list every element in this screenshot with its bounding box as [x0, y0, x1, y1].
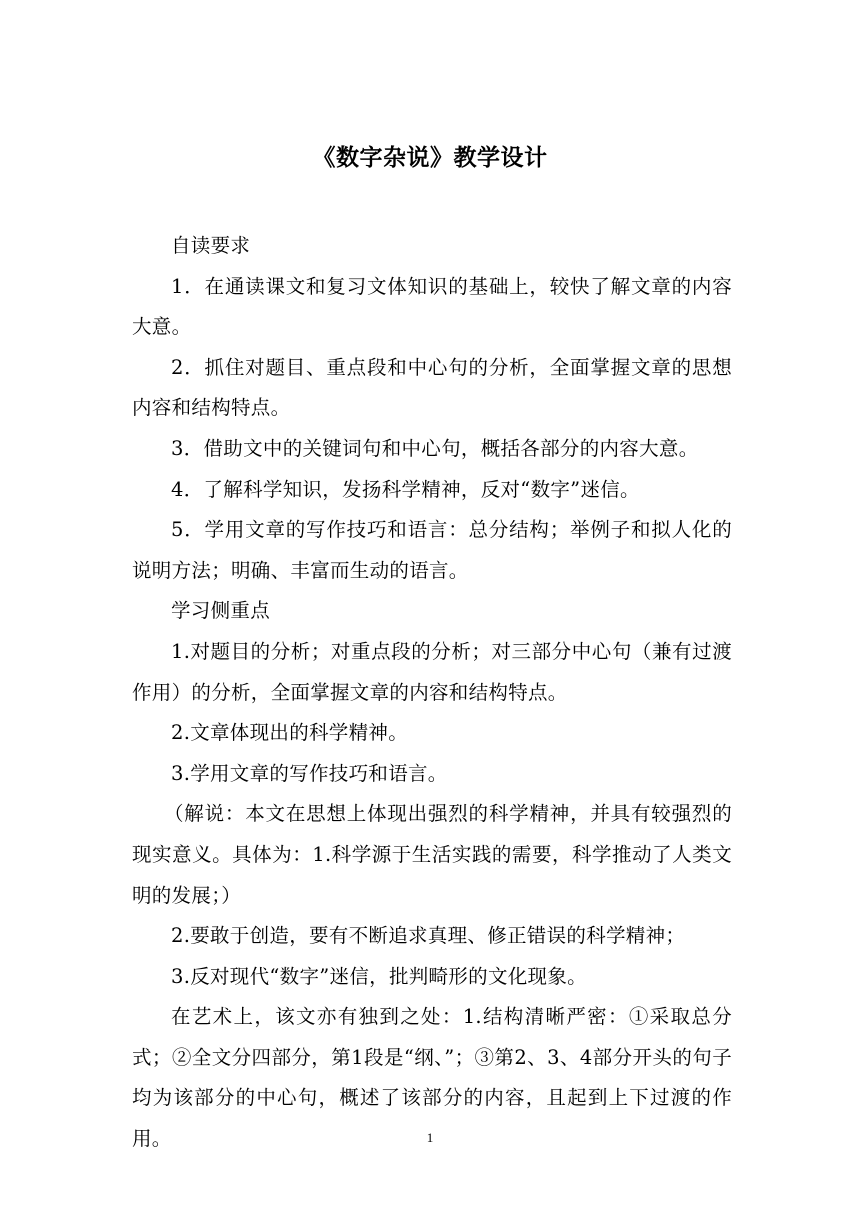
explanation-item-3: 3.反对现代“数字”迷信，批判畸形的文化现象。 [171, 964, 587, 988]
heading-learning-focus: 学习侧重点 [171, 599, 271, 623]
focus-item-2: 2.文章体现出的科学精神。 [171, 721, 409, 745]
requirement-item-3: 3．借助文中的关键词句和中心句，概括各部分的内容大意。 [171, 436, 699, 460]
document-body [132, 226, 732, 1160]
focus-item-1: 1.对题目的分析；对重点段的分析；对三部分中心句（兼有过渡作用）的分析，全面掌握文章的内容和结构特点。 [132, 639, 732, 704]
focus-item-3: 3.学用文章的写作技巧和语言。 [171, 761, 448, 785]
page-number: 1 [426, 1130, 434, 1145]
artistic-features-paragraph: 在艺术上，该文亦有独到之处：1.结构清晰严密：①采取总分式；②全文分四部分，第1段是“纲、”；③第2、3、4部分开头的句子均为该部分的中心句，概述了该部分的内容，且起到上下过渡的作用。 [132, 1005, 732, 1151]
heading-self-reading-requirements: 自读要求 [171, 234, 251, 257]
requirement-item-5: 5．学用文章的写作技巧和语言：总分结构；举例子和拟人化的说明方法；明确、丰富而生动的语言。 [132, 518, 732, 582]
requirement-item-1: 1．在通读课文和复习文体知识的基础上，较快了解文章的内容大意。 [132, 274, 732, 339]
document-title: 《数字杂说》教学设计 [312, 144, 548, 171]
requirement-item-2: 2．抓住对题目、重点段和中心句的分析，全面掌握文章的思想内容和结构特点。 [132, 355, 732, 420]
requirement-item-4: 4．了解科学知识，发扬科学精神，反对“数字”迷信。 [171, 477, 640, 501]
explanation-item-2: 2.要敢于创造，要有不断追求真理、修正错误的科学精神； [171, 924, 686, 948]
explanation-paragraph: （解说：本文在思想上体现出强烈的科学精神，并具有较强烈的现实意义。具体为：1.科学源于生活实践的需要，科学推动了人类文明的发展；） [132, 802, 732, 907]
